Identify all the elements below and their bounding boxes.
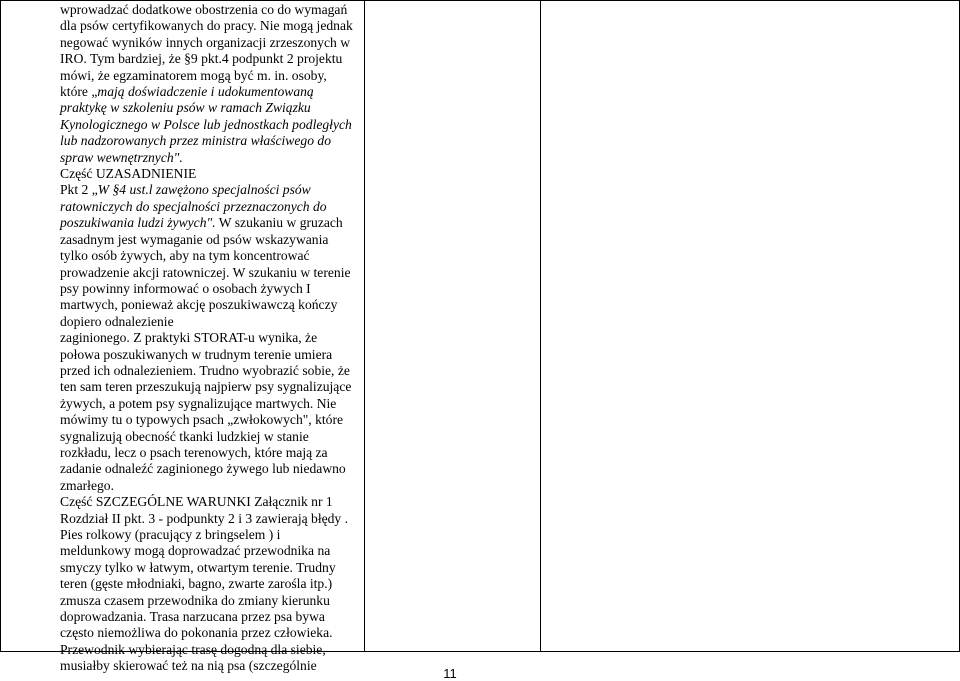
text-line xyxy=(60,314,352,330)
text-segment: sygnalizują obecność tkanki ludzkiej w stanie xyxy=(60,428,309,444)
text-line xyxy=(60,68,352,84)
text-segment: zasadnym jest wymaganie od psów wskazywania xyxy=(60,231,329,247)
column-divider-2 xyxy=(540,1,541,651)
text-segment: Pkt 2 „ xyxy=(60,182,98,198)
text-line xyxy=(60,429,352,445)
text-line xyxy=(60,182,352,198)
text-segment: smyczy tylko w łatwym, otwartym terenie. Trudny xyxy=(60,559,336,575)
column-divider-1 xyxy=(364,1,365,651)
text-segment: Pies rolkowy (pracujący z bringselem ) i xyxy=(60,527,281,542)
text-segment: mówimy tu o typowych psach „zwłokowych", które xyxy=(60,412,344,428)
text-segment: martwych, ponieważ akcję poszukiwawczą kończy xyxy=(60,297,338,313)
text-segment: często niemożliwa do pokonania przez człowieka. xyxy=(60,625,333,641)
text-segment: które „ xyxy=(60,84,98,100)
text-line xyxy=(60,543,352,559)
text-line xyxy=(60,215,352,231)
text-line xyxy=(60,379,352,395)
text-line xyxy=(60,100,352,116)
text-line xyxy=(60,166,352,182)
text-line xyxy=(60,248,352,264)
text-segment: ten sam teren przeszukują najpierw psy sygnalizujące xyxy=(60,379,352,395)
text-line xyxy=(60,511,352,527)
text-line xyxy=(60,609,352,625)
text-line xyxy=(60,527,352,543)
text-line xyxy=(60,281,352,297)
text-segment: IRO. Tym bardziej, że §9 pkt.4 podpunkt 2 projektu xyxy=(60,51,343,67)
italic-text-segment: poszukiwania ludzi żywych". xyxy=(60,215,216,231)
text-segment: W szukaniu w gruzach xyxy=(215,215,343,231)
text-line xyxy=(60,35,352,51)
italic-text-segment: Kynologicznego w Polsce lub jednostkach podległych xyxy=(60,116,352,132)
text-line xyxy=(60,642,352,658)
text-line xyxy=(60,297,352,313)
text-segment: psy powinny informować o osobach żywych I xyxy=(60,280,311,296)
text-segment: meldunkowy mogą doprowadzać przewodnika na xyxy=(60,543,331,559)
text-line xyxy=(60,445,352,461)
text-segment: tylko osób żywych, aby na tym koncentrować xyxy=(60,248,310,264)
text-line xyxy=(60,478,352,494)
italic-text-segment: ratowniczych do specjalności przeznaczonych do xyxy=(60,198,327,214)
text-segment: doprowadzania. Trasa narzucana przez psa bywa xyxy=(60,609,325,625)
italic-text-segment: praktykę w szkoleniu psów w ramach Związku xyxy=(60,100,311,116)
text-segment: teren (gęste młodniaki, bagno, zwarte zarośla itp.) xyxy=(60,576,333,592)
text-line xyxy=(60,560,352,576)
text-segment: wprowadzać dodatkowe obostrzenia co do wymagań xyxy=(60,2,348,17)
text-line xyxy=(60,412,352,428)
text-segment: dopiero odnalezienie xyxy=(60,313,174,329)
text-line xyxy=(60,494,352,510)
text-segment: przed ich odnalezieniem. Trudno wyobrazić sobie, że xyxy=(60,362,350,378)
text-segment: zmarłego. xyxy=(60,477,114,493)
text-line xyxy=(60,658,352,674)
text-segment: Część UZASADNIENIE xyxy=(60,166,197,182)
comment-cell-text xyxy=(60,2,352,675)
text-segment: Część SZCZEGÓLNE WARUNKI Załącznik nr 1 xyxy=(60,494,333,510)
text-line xyxy=(60,117,352,133)
text-line xyxy=(60,625,352,641)
text-line xyxy=(60,51,352,67)
text-line xyxy=(60,461,352,477)
table-border-left xyxy=(0,1,1,651)
text-line xyxy=(60,232,352,248)
text-line xyxy=(60,396,352,412)
text-line xyxy=(60,593,352,609)
text-segment: Rozdział II pkt. 3 - podpunkty 2 i 3 zawierają błędy . xyxy=(60,510,349,526)
text-segment: dla psów certyfikowanych do pracy. Nie mogą jednak xyxy=(60,18,353,34)
text-segment: prowadzenie akcji ratowniczej. W szukaniu w terenie xyxy=(60,264,351,280)
text-segment: musiałby skierować też na nią psa (szczególnie xyxy=(60,658,317,674)
text-line xyxy=(60,133,352,149)
text-line xyxy=(60,199,352,215)
text-segment: zaginionego. Z praktyki STORAT-u wynika, że xyxy=(60,330,318,346)
text-line xyxy=(60,330,352,346)
text-line xyxy=(60,84,352,100)
text-segment: zadanie odnaleźć zaginionego żywego lub niedawno xyxy=(60,461,346,477)
italic-text-segment: mają doświadczenie i udokumentowaną xyxy=(97,84,314,100)
italic-text-segment: W §4 ust.l zawężono specjalności psów xyxy=(97,182,311,198)
page-number: 11 xyxy=(443,666,457,681)
text-line xyxy=(60,363,352,379)
text-line xyxy=(60,347,352,363)
italic-text-segment: lub nadzorowanych przez ministra właściwego do xyxy=(60,133,331,149)
italic-text-segment: spraw wewnętrznych". xyxy=(60,149,183,165)
text-segment: negować wyników innych organizacji zrzeszonych w xyxy=(60,34,351,50)
text-line xyxy=(60,150,352,166)
text-line xyxy=(60,18,352,34)
text-segment: rozkładu, lecz o psach terenowych, które mają za xyxy=(60,444,328,460)
text-segment: zmusza czasem przewodnika do zmiany kierunku xyxy=(60,592,330,608)
text-segment: mówi, że egzaminatorem mogą być m. in. osoby, xyxy=(60,67,327,83)
text-line xyxy=(60,576,352,592)
text-line xyxy=(60,265,352,281)
text-segment: żywych, a potem psy sygnalizujące martwych. Nie xyxy=(60,395,337,411)
text-line xyxy=(60,2,352,18)
text-segment: połowa poszukiwanych w trudnym terenie umiera xyxy=(60,346,333,362)
text-segment: Przewodnik wybierając trasę dogodną dla siebie, xyxy=(60,641,326,657)
